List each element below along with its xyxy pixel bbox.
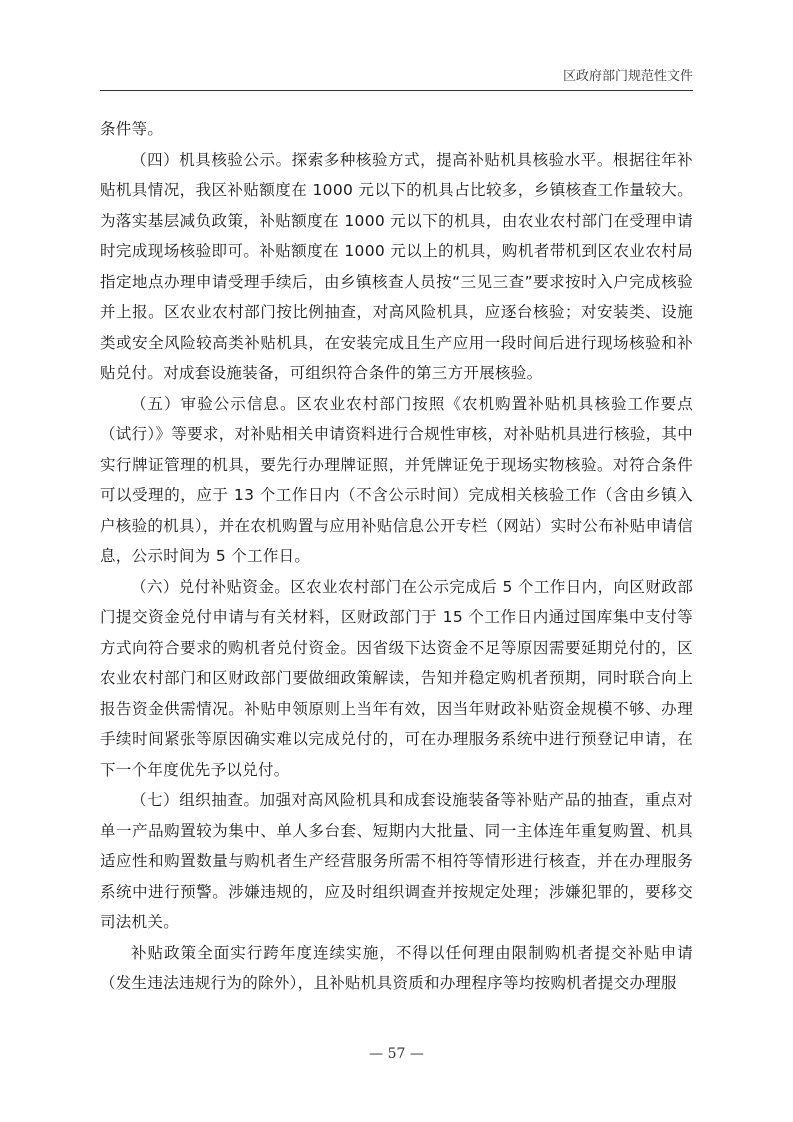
paragraph-section-6: （六）兑付补贴资金。区农业农村部门在公示完成后 5 个工作日内，向区财政部门提交资金兑付申请与有关材料，区财政部门于 15 个工作日内通过国库集中支付等方式向符合要求的购机者兑付资金。因省级下达资金不足等原因需要延期兑付的，区农业农村部门和区财政部门要做细政策解读，告知并稳定购机者预期，同时联合向上报告资金供需情况。补贴申领原则上当年有效，因当年财政补贴资金规模不够、办理手续时间紧张等原因确实难以完成兑付的，可在办理服务系统中进行预登记申请，在下一个年度优先予以兑付。	[100, 577, 693, 779]
paragraph-section-5: （五）审验公示信息。区农业农村部门按照《农机购置补贴机具核验工作要点（试行）》等要求，对补贴相关申请资料进行合规性审核，对补贴机具进行核验，其中实行牌证管理的机具，要先行办理牌证照，并凭牌证免于现场实物核验。对符合条件可以受理的，应于 13 个工作日内（不含公示时间）完成相关核验工作（含由乡镇入户核验的机具），并在农机购置与应用补贴信息公开专栏（网站）实时公布补贴申请信息，公示时间为 5 个工作日。	[100, 394, 693, 565]
paragraph-section-4: （四）机具核验公示。探索多种核验方式，提高补贴机具核验水平。根据往年补贴机具情况，我区补贴额度在 1000 元以下的机具占比较多，乡镇核查工作量较大。为落实基层减负政策，补贴额度在 1000 元以下的机具，由农业农村部门在受理申请时完成现场核验即可。补贴额度在 1000 元以上的机具，购机者带机到区农业农村局指定地点办理申请受理手续后，由乡镇核查人员按“三见三查”要求按时入户完成核验并上报。区农业农村部门按比例抽查，对高风险机具，应逐台核验；对安装类、设施类或安全风险较高类补贴机具，在安装完成且生产应用一段时间后进行现场核验和补贴兑付。对成套设施装备，可组织符合条件的第三方开展核验。	[100, 150, 693, 382]
document-body	[100, 114, 693, 999]
header-title: 区政府部门规范性文件	[562, 69, 693, 84]
running-header	[100, 66, 693, 91]
paragraph-section-7: （七）组织抽查。加强对高风险机具和成套设施装备等补贴产品的抽查，重点对单一产品购置较为集中、单人多台套、短期内大批量、同一主体连年重复购置、机具适应性和购置数量与购机者生产经营服务所需不相符等情形进行核查，并在办理服务系统中进行预警。涉嫌违规的，应及时组织调查并按规定处理；涉嫌犯罪的，要移交司法机关。	[100, 791, 693, 931]
paragraph-continuation: 条件等。	[100, 120, 164, 138]
paragraph-policy-note: 补贴政策全面实行跨年度连续实施，不得以任何理由限制购机者提交补贴申请（发生违法违规行为的除外），且补贴机具资质和办理程序等均按购机者提交办理服	[100, 943, 693, 992]
page-footer	[0, 1046, 793, 1062]
page-number: — 57 —	[369, 1046, 424, 1062]
